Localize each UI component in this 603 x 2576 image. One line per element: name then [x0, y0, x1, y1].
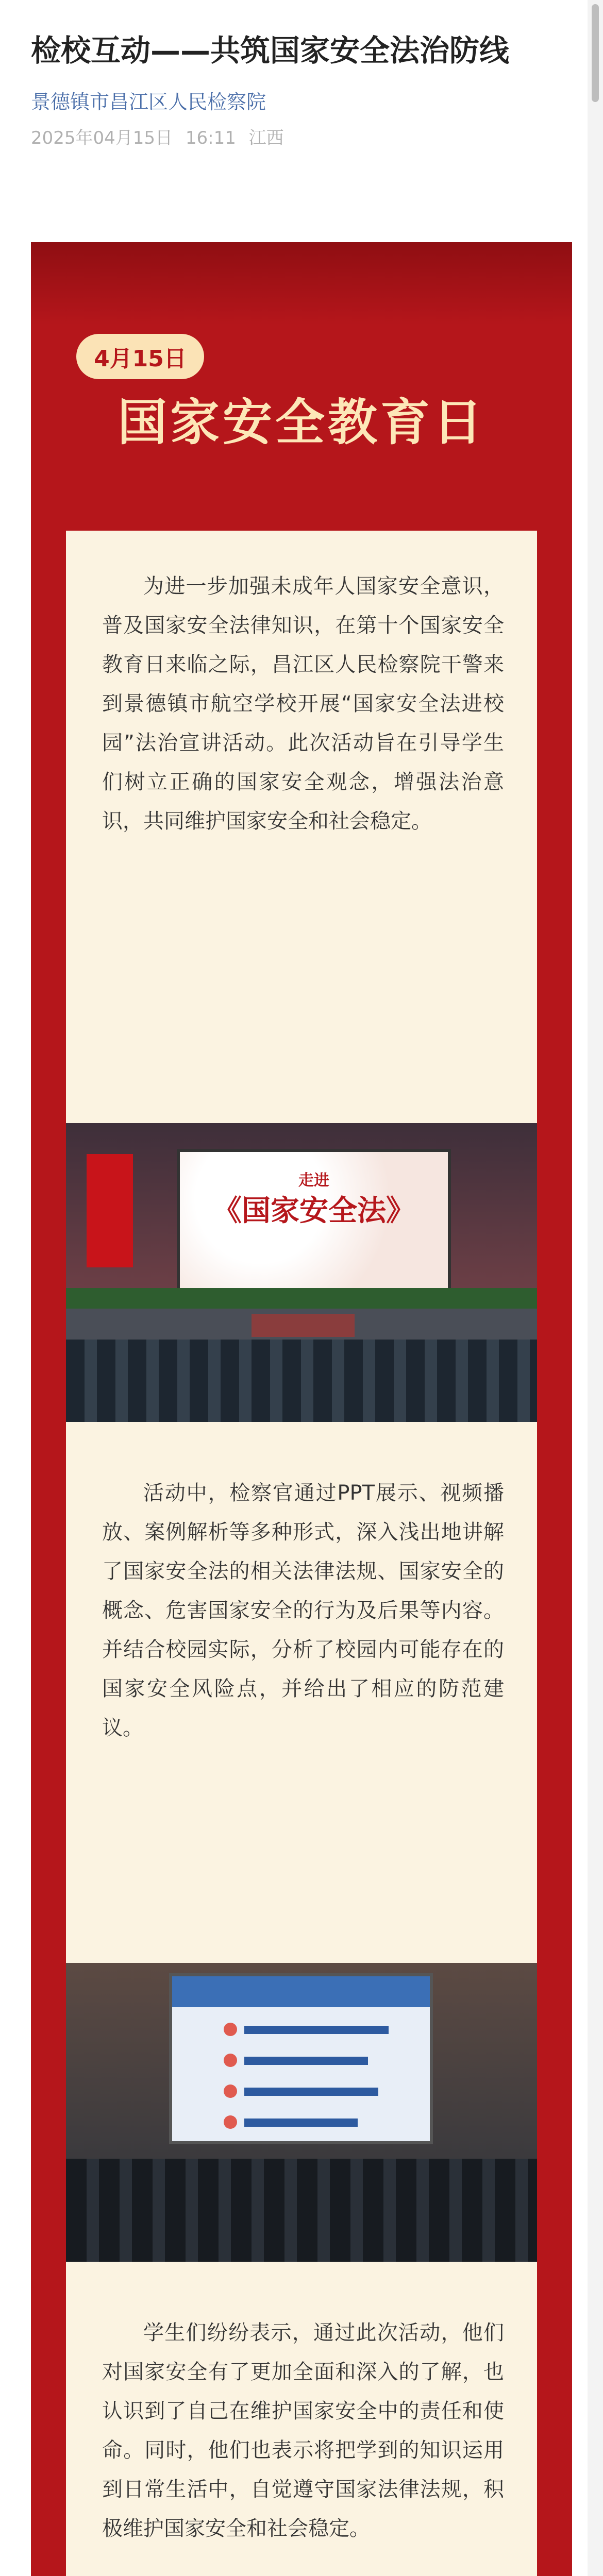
paragraph-activity: 活动中，检察官通过PPT展示、视频播放、案例解析等多种形式，深入浅出地讲解了国家安全法的相关法律法规、国家安全的概念、危害国家安全的行为及后果等内容。并结合校园实际，分析了校园内可能存在的国家安全风险点，并给出了相应的防范建议。	[102, 1481, 504, 1740]
publish-location: 江西	[248, 128, 284, 148]
page-scrollbar[interactable]	[588, 0, 603, 2576]
article-meta	[31, 127, 577, 149]
poster-heading: 国家安全教育日	[118, 394, 485, 451]
projection-screen	[177, 1149, 451, 1310]
article-title: 检校互动——共筑国家安全法治防线	[31, 33, 510, 68]
screen-title: 《国家安全法》	[213, 1194, 415, 1228]
paragraph-feedback: 学生们纷纷表示，通过此次活动，他们对国家安全有了更加全面和深入的了解，也认识到了自己在维护国家安全中的责任和使命。同时，他们也表示将把学到的知识运用到日常生活中，自觉遵守国家法律法规，积极维护国家安全和社会稳定。	[102, 2321, 504, 2540]
flag-decoration	[87, 1154, 133, 1267]
paragraph-intro: 为进一步加强未成年人国家安全意识，普及国家安全法律知识，在第十个国家安全教育日来临之际，昌江区人民检察院干警来到景德镇市航空学校开展“国家安全法进校园”法治宣讲活动。此次活动旨在引导学生们树立正确的国家安全观念，增强法治意识，共同维护国家安全和社会稳定。	[102, 574, 504, 833]
date-badge: 4月15日	[76, 334, 204, 379]
audience	[66, 1340, 537, 1422]
article-poster	[31, 242, 572, 2576]
publish-time: 16:11	[185, 128, 236, 148]
account-name-link[interactable]: 景德镇市昌江区人民检察院	[31, 91, 266, 113]
screen-subtitle: 走进	[298, 1172, 329, 1190]
article-header	[31, 26, 577, 149]
presentation-screen	[169, 1973, 433, 2144]
photo-lecture-hall[interactable]	[66, 1123, 537, 1422]
audience	[66, 2159, 537, 2262]
publish-date: 2025年04月15日	[31, 128, 173, 148]
poster-top-band	[31, 242, 572, 325]
content-card	[66, 531, 537, 2576]
scrollbar-thumb[interactable]	[592, 4, 599, 102]
photo-ppt-presentation[interactable]	[66, 1963, 537, 2262]
